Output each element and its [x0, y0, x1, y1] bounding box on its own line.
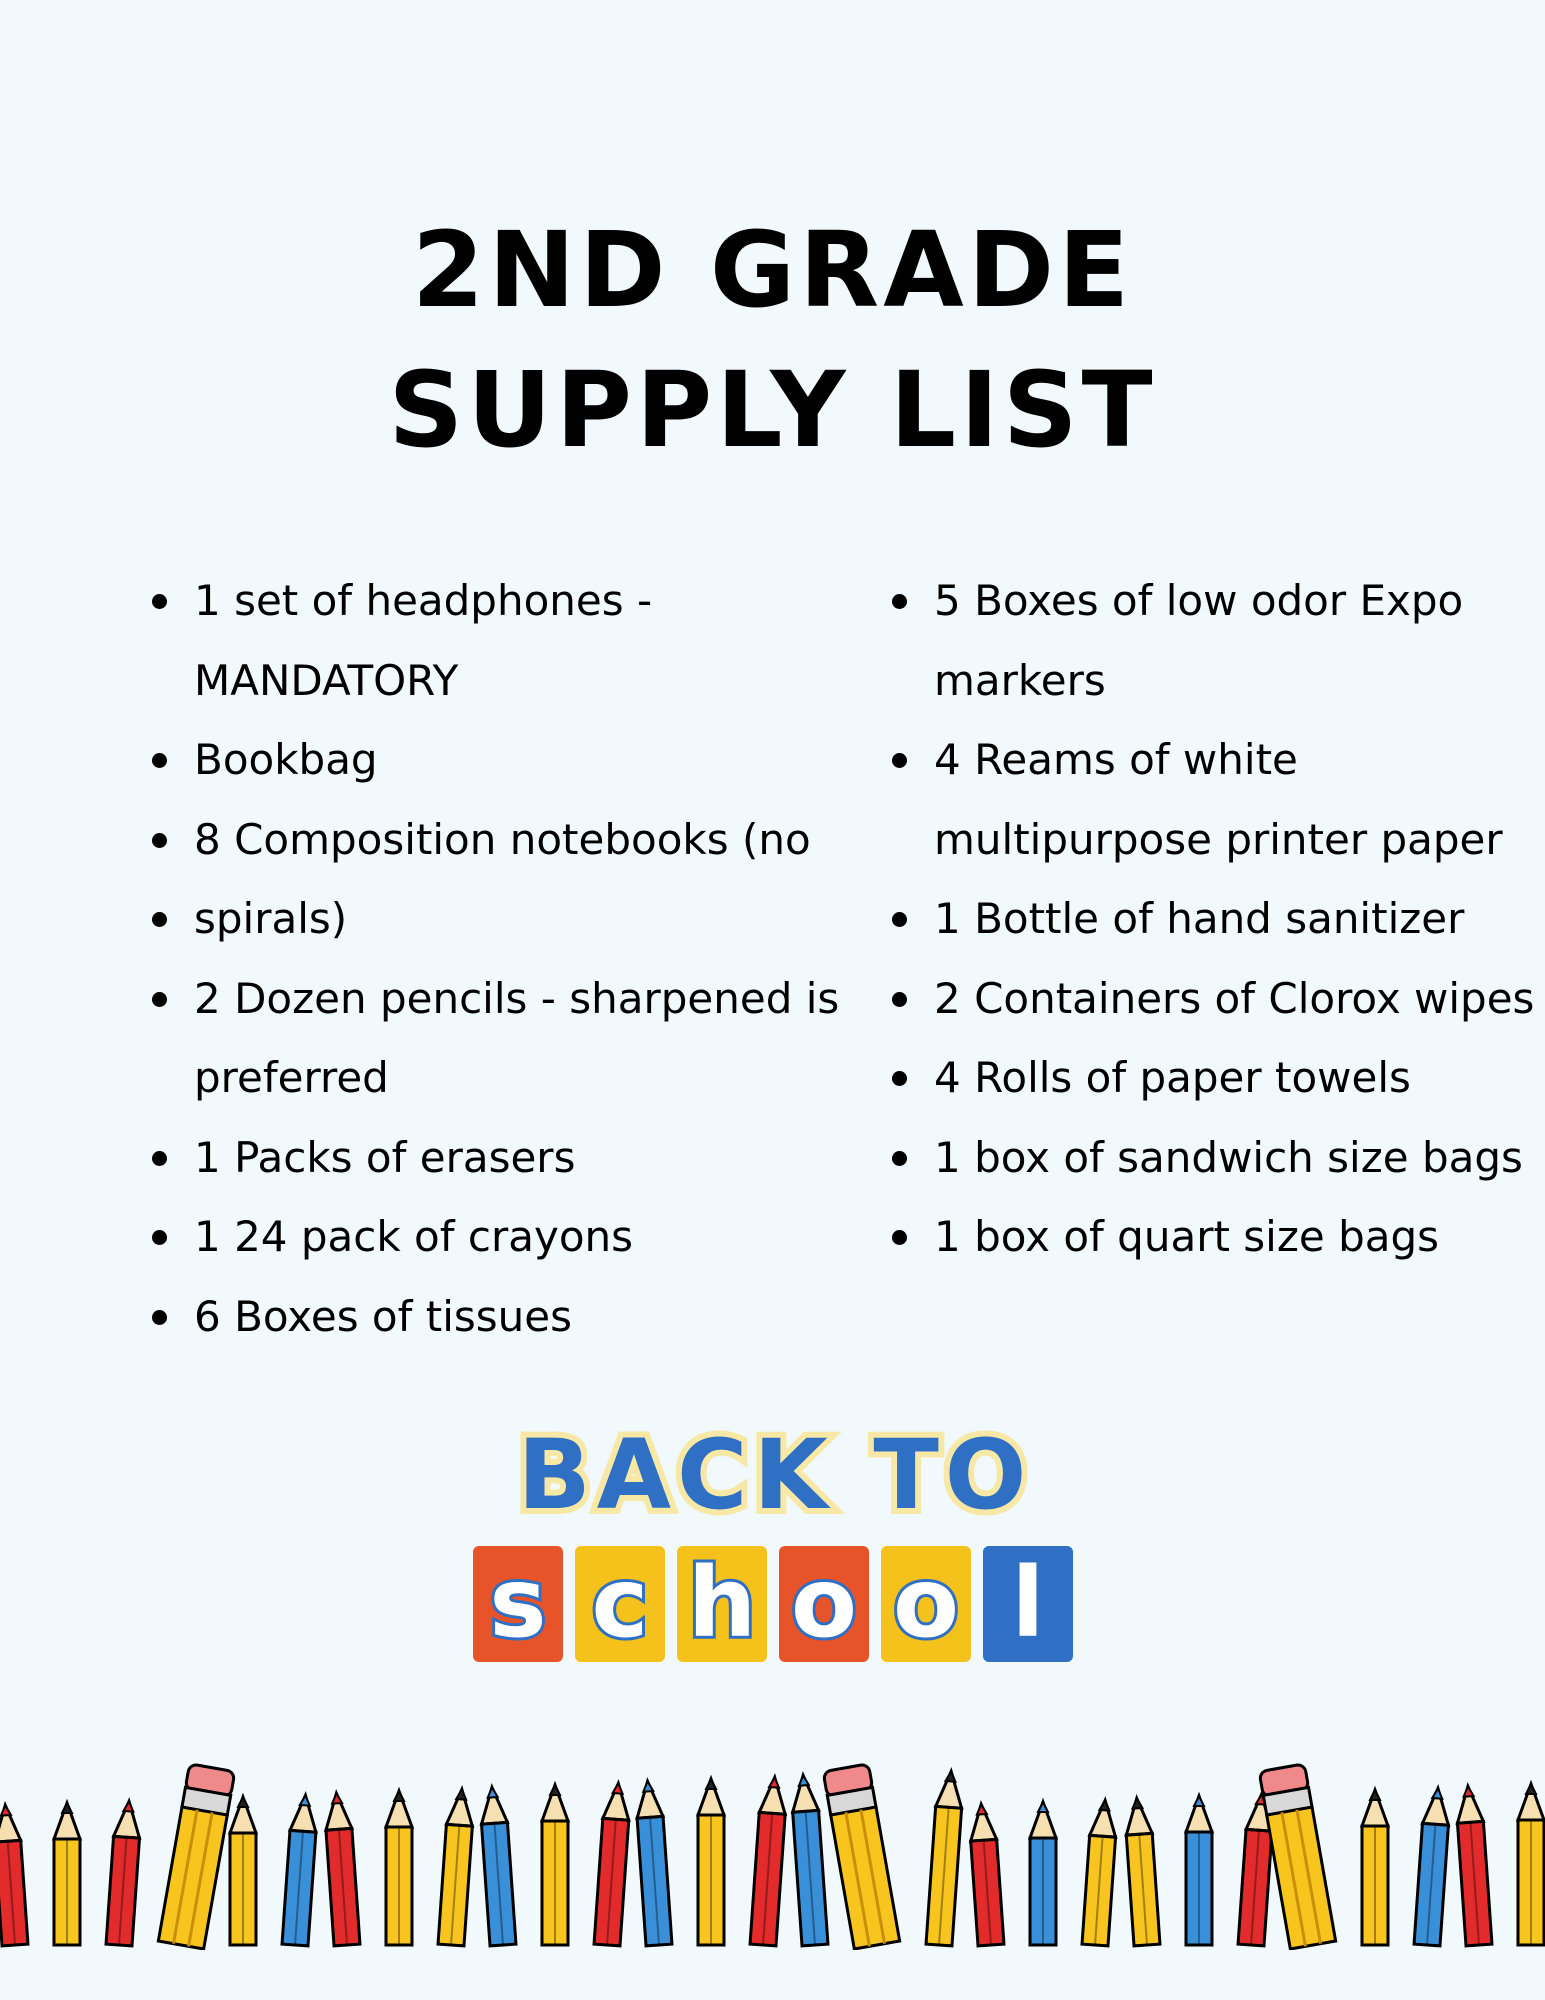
list-item-text: multipurpose printer paper — [934, 814, 1503, 864]
bullet-icon — [152, 594, 167, 609]
logo-letter: o — [791, 1547, 857, 1659]
list-item — [148, 1118, 788, 1198]
pencil-icon — [158, 1764, 235, 1949]
bullet-icon — [152, 1310, 167, 1325]
title-line-2: SUPPLY LIST — [388, 349, 1157, 471]
pencil-icon — [823, 1764, 900, 1949]
pencil-icon — [0, 1804, 28, 1945]
pencil-icon — [1186, 1796, 1212, 1945]
list-item-text: 1 Packs of erasers — [194, 1132, 576, 1182]
list-item-text: MANDATORY — [194, 655, 459, 705]
pencil-icon — [282, 1794, 318, 1945]
bullet-icon — [152, 833, 167, 848]
list-item — [148, 959, 840, 1039]
pencil-border-illustration — [0, 1740, 1545, 1950]
bullet-icon — [892, 1151, 907, 1166]
page-title — [0, 200, 1545, 480]
list-item — [888, 959, 1535, 1039]
logo-letter: s — [489, 1547, 547, 1659]
pencil-icon — [479, 1786, 516, 1945]
pencil-icon — [438, 1788, 475, 1945]
bullet-icon — [892, 1071, 907, 1086]
bullet-icon — [892, 594, 907, 609]
pencil-icon — [106, 1800, 142, 1945]
supply-list-right — [888, 561, 1535, 1277]
logo-letter: o — [893, 1547, 959, 1659]
pencil-icon — [1362, 1790, 1388, 1945]
logo-letter: h — [687, 1547, 757, 1659]
pencil-icon — [1030, 1802, 1056, 1945]
list-item — [888, 1118, 1528, 1198]
list-item-text: 1 Bottle of hand sanitizer — [934, 894, 1465, 943]
list-item — [148, 1277, 788, 1357]
back-to-school-logo — [470, 1408, 1080, 1668]
list-item — [888, 1038, 1528, 1118]
list-item — [888, 720, 1528, 800]
list-item — [888, 879, 1528, 959]
bullet-icon — [892, 912, 907, 927]
list-item — [888, 641, 1528, 721]
bullet-icon — [152, 992, 167, 1007]
supply-list-left — [148, 561, 840, 1356]
bullet-icon — [152, 753, 167, 768]
pencil-icon — [230, 1797, 256, 1945]
bullet-icon — [152, 912, 167, 927]
list-item — [148, 641, 788, 721]
bullet-icon — [892, 992, 907, 1007]
list-item — [888, 561, 1528, 641]
list-item-text: 8 Composition notebooks (no — [194, 814, 811, 864]
pencil-icon — [1124, 1797, 1160, 1945]
pencil-icon — [54, 1803, 80, 1945]
pencil-icon — [698, 1779, 724, 1945]
bullet-icon — [152, 1151, 167, 1166]
list-item-text: 1 set of headphones - — [194, 576, 653, 625]
pencil-icon — [542, 1785, 568, 1945]
bullet-icon — [892, 1230, 907, 1245]
list-item-text: 2 Dozen pencils - sharpened is — [194, 973, 840, 1023]
list-item — [888, 1197, 1528, 1277]
list-item — [148, 1197, 788, 1277]
list-item — [148, 800, 811, 880]
bullet-icon — [892, 753, 907, 768]
pencil-icon — [635, 1780, 672, 1945]
list-item — [888, 800, 1528, 880]
list-item-text: 1 box of quart size bags — [934, 1212, 1440, 1261]
list-item-text: preferred — [194, 1053, 389, 1102]
logo-letter: c — [591, 1547, 649, 1659]
title-line-1: 2ND GRADE — [411, 209, 1134, 331]
pencil-icon — [750, 1777, 788, 1946]
list-item — [148, 879, 788, 959]
list-item — [148, 720, 788, 800]
list-item — [148, 561, 788, 641]
pencil-icon — [323, 1792, 360, 1945]
bullet-icon — [152, 1230, 167, 1245]
list-item-text: markers — [934, 655, 1106, 705]
list-item-text: 5 Boxes of low odor Expo — [934, 576, 1464, 625]
pencil-icon — [926, 1771, 964, 1946]
list-item-text: 1 box of sandwich size bags — [934, 1132, 1523, 1182]
list-item — [148, 1038, 788, 1118]
pencil-icon — [594, 1782, 631, 1945]
list-item-text: Bookbag — [194, 735, 378, 784]
pencil-icon — [790, 1775, 828, 1946]
pencil-icon — [968, 1803, 1004, 1945]
pencil-icon — [1518, 1784, 1544, 1945]
list-item-text: 2 Containers of Clorox wipes — [934, 973, 1535, 1023]
pencil-icon — [1455, 1785, 1492, 1945]
pencil-icon — [1082, 1799, 1118, 1945]
pencil-icon — [386, 1791, 412, 1945]
pencil-icon — [1414, 1787, 1451, 1945]
list-item-text: 1 24 pack of crayons — [194, 1212, 634, 1261]
logo-line-1: BACK TO — [517, 1419, 1033, 1531]
list-item-text: spirals) — [194, 894, 348, 943]
list-item-text: 4 Rolls of paper towels — [934, 1053, 1411, 1102]
list-item-text: 4 Reams of white — [934, 735, 1298, 784]
list-item-text: 6 Boxes of tissues — [194, 1291, 572, 1341]
logo-letter: l — [1011, 1547, 1045, 1659]
